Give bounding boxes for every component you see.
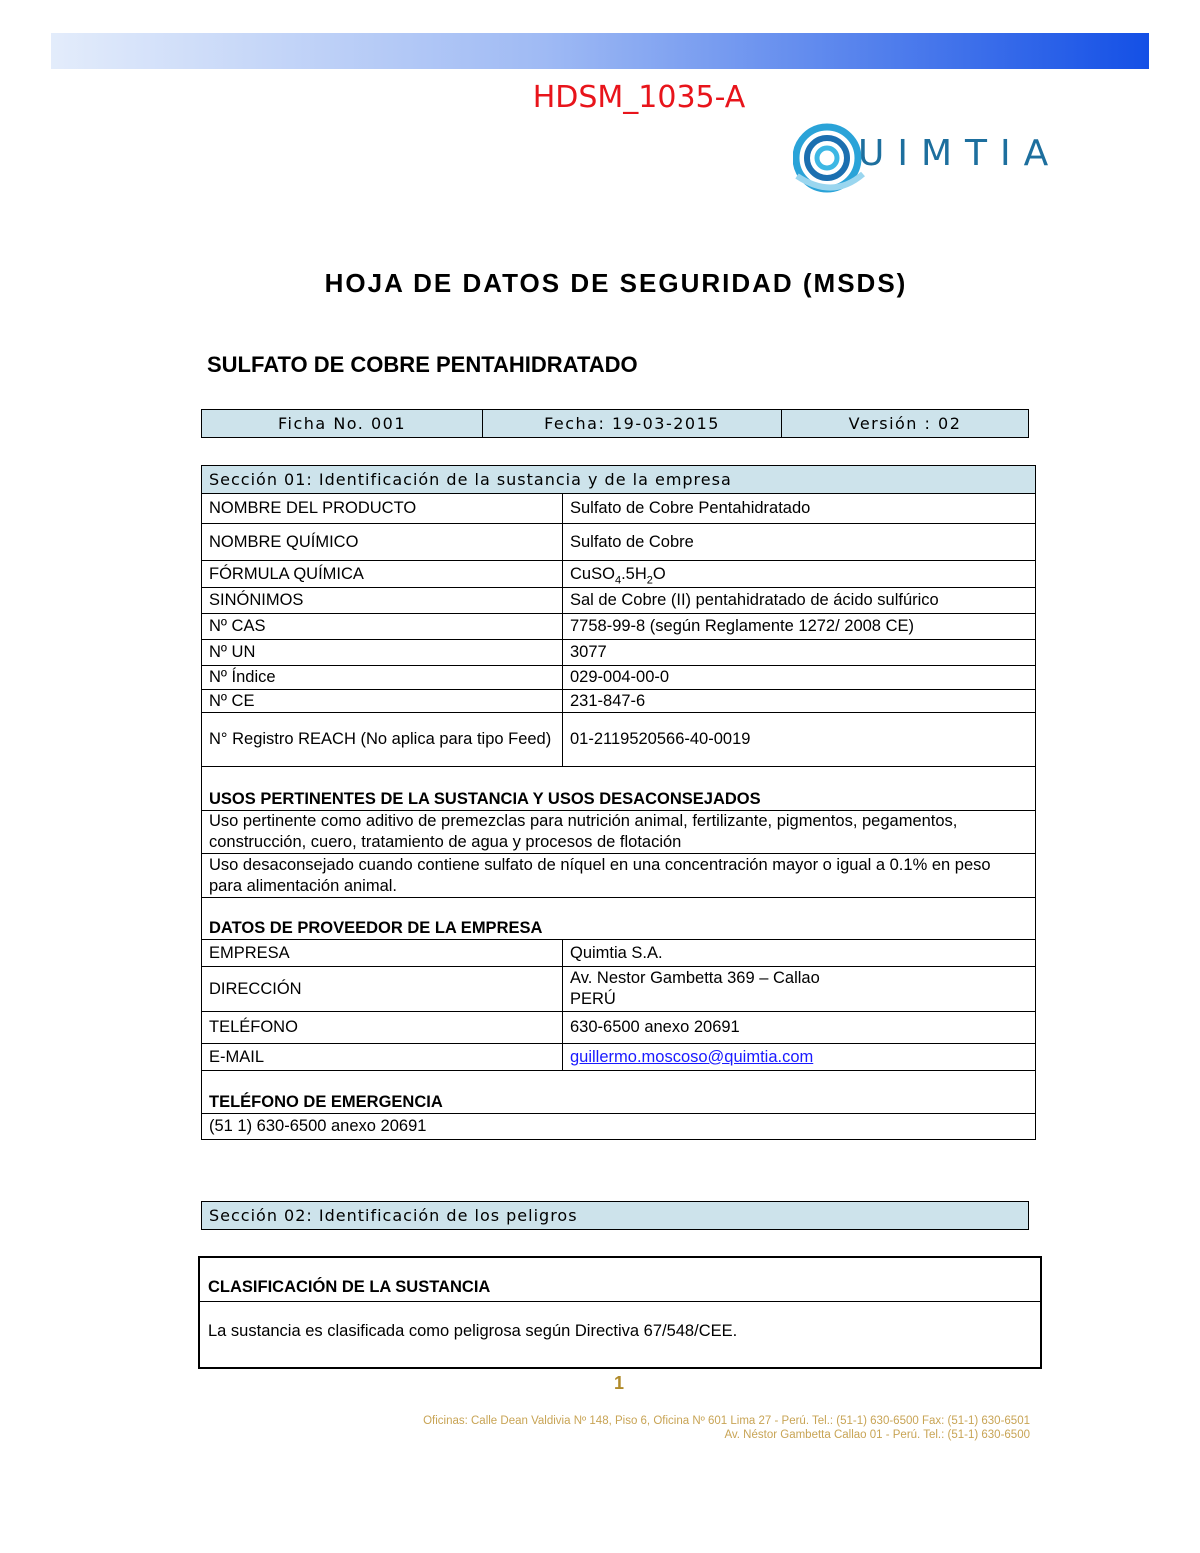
row-label: N° Registro REACH (No aplica para tipo Feed): [202, 713, 563, 767]
ficha-number: Ficha No. 001: [202, 410, 483, 438]
header-gradient-bar: [51, 33, 1149, 69]
row-value: 029-004-00-0: [563, 666, 1036, 690]
proveedor-heading: DATOS DE PROVEEDOR DE LA EMPRESA: [202, 898, 1036, 940]
footer: [423, 1414, 1030, 1442]
section02-header-table: [201, 1201, 1029, 1230]
usos-heading: USOS PERTINENTES DE LA SUSTANCIA Y USOS DESACONSEJADOS: [202, 767, 1036, 811]
row-value: 01-2119520566-40-0019: [563, 713, 1036, 767]
clasificacion-heading: CLASIFICACIÓN DE LA SUSTANCIA: [200, 1258, 1040, 1302]
row-label: EMPRESA: [202, 940, 563, 967]
uso-pertinente: Uso pertinente como aditivo de premezclas para nutrición animal, fertilizante, pigmentos, pegamentos, construcción, cuero, tratamiento de agua y procesos de flotación: [202, 811, 1036, 854]
page-number: 1: [613, 1373, 624, 1393]
row-label: DIRECCIÓN: [202, 967, 563, 1012]
row-label: TELÉFONO: [202, 1012, 563, 1044]
row-label: Nº UN: [202, 640, 563, 666]
row-label: Nº CAS: [202, 614, 563, 640]
footer-line-1: Oficinas: Calle Dean Valdivia Nº 148, Piso 6, Oficina Nº 601 Lima 27 - Perú. Tel.: (51-1) 630-6500 Fax: (51-1) 630-6501: [423, 1415, 1030, 1427]
email-link[interactable]: guillermo.moscoso@quimtia.com: [570, 1047, 814, 1066]
row-value: Sulfato de Cobre Pentahidratado: [563, 494, 1036, 524]
product-name: SULFATO DE COBRE PENTAHIDRATADO: [207, 352, 638, 377]
row-value: 7758-99-8 (según Reglamente 1272/ 2008 CE): [563, 614, 1036, 640]
section01-table: [201, 465, 1036, 1140]
row-value: 3077: [563, 640, 1036, 666]
document-code: HDSM_1035-A: [532, 80, 746, 115]
row-value: 231-847-6: [563, 690, 1036, 713]
uso-desaconsejado: Uso desaconsejado cuando contiene sulfato de níquel en una concentración mayor o igual a 0.1% en peso para alimentación animal.: [202, 854, 1036, 898]
section01-title: Sección 01: Identificación de la sustancia y de la empresa: [202, 466, 1036, 494]
section02-title: Sección 02: Identificación de los peligros: [202, 1202, 1029, 1230]
footer-line-2: Av. Néstor Gambetta Callao 01 - Perú. Tel.: (51-1) 630-6500: [724, 1429, 1030, 1441]
logo-text: UIMTIA: [858, 133, 1062, 174]
emergencia-heading: TELÉFONO DE EMERGENCIA: [202, 1071, 1036, 1114]
row-label: FÓRMULA QUÍMICA: [202, 561, 563, 588]
clasificacion-box: [198, 1256, 1042, 1369]
document-title: HOJA DE DATOS DE SEGURIDAD (MSDS): [324, 268, 908, 298]
document-version: Versión : 02: [782, 410, 1029, 438]
document-date: Fecha: 19-03-2015: [483, 410, 782, 438]
email-cell: [563, 1044, 1036, 1071]
row-label: Nº Índice: [202, 666, 563, 690]
row-value: Sal de Cobre (II) pentahidratado de ácido sulfúrico: [563, 588, 1036, 614]
clasificacion-text: La sustancia es clasificada como peligrosa según Directiva 67/548/CEE.: [208, 1322, 738, 1340]
row-value: Sulfato de Cobre: [563, 524, 1036, 561]
row-label: Nº CE: [202, 690, 563, 713]
row-label: NOMBRE QUÍMICO: [202, 524, 563, 561]
row-label: E-MAIL: [202, 1044, 563, 1071]
company-name: Quimtia S.A.: [563, 940, 1036, 967]
emergency-phone: (51 1) 630-6500 anexo 20691: [202, 1114, 1036, 1140]
row-label: SINÓNIMOS: [202, 588, 563, 614]
company-address: Av. Nestor Gambetta 369 – Callao PERÚ: [563, 967, 1036, 1012]
row-label: NOMBRE DEL PRODUCTO: [202, 494, 563, 524]
chemical-formula: $CuSO_4.5H_2O$: [563, 561, 1036, 588]
company-phone: 630-6500 anexo 20691: [563, 1012, 1036, 1044]
document-info-table: [201, 409, 1029, 438]
